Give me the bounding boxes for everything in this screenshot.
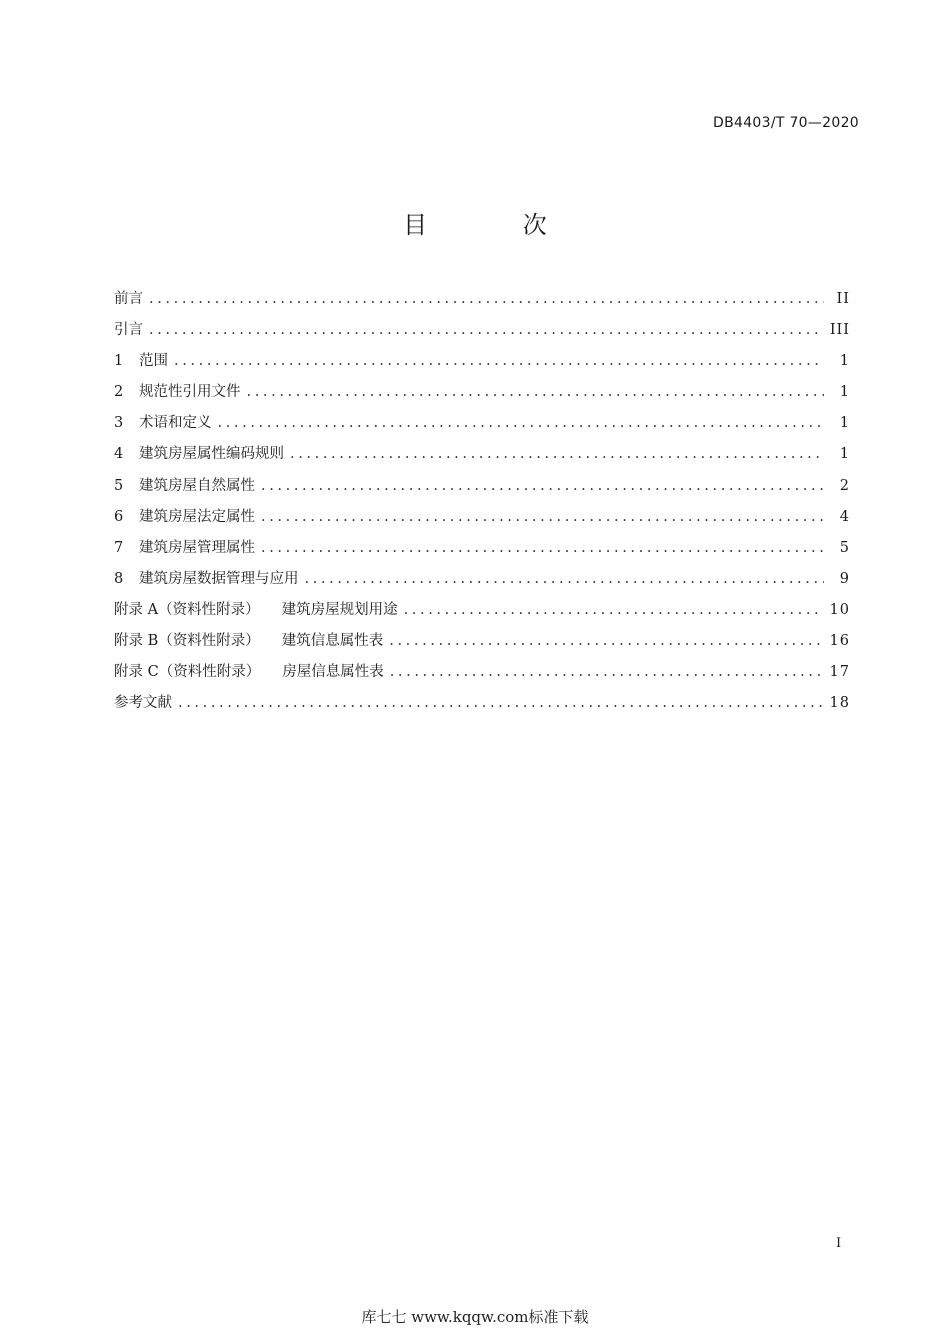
toc-entry-label: 建筑房屋数据管理与应用	[139, 570, 299, 587]
toc-dot-leader	[174, 353, 824, 369]
toc-entry-label: 范围	[139, 353, 168, 370]
toc-entry-number: 1	[114, 353, 124, 370]
toc-entry-page: 18	[829, 695, 850, 712]
toc-entry[interactable]	[114, 536, 850, 567]
toc-dot-leader	[247, 384, 825, 400]
toc-entry-page: 10	[829, 601, 850, 618]
toc-entry-page: 17	[829, 664, 850, 681]
toc-entry-label: 前言	[114, 291, 143, 307]
toc-entry-number: 6	[114, 508, 124, 525]
toc-dot-leader	[404, 602, 822, 618]
toc-entry-number: 7	[114, 539, 124, 556]
toc-entry-label: 附录 B（资料性附录）	[114, 633, 260, 650]
toc-entry-label: 参考文献	[114, 695, 172, 712]
toc-dot-leader	[389, 633, 821, 649]
toc-dot-leader	[218, 415, 825, 431]
toc-entry[interactable]	[114, 318, 850, 349]
toc-entry-number: 2	[114, 384, 124, 401]
toc-entry-label: 建筑房屋属性编码规则	[139, 446, 284, 463]
toc-entry-number: 4	[114, 446, 124, 463]
document-code: DB4403/T 70—2020	[713, 115, 859, 131]
toc-entry[interactable]	[114, 598, 850, 629]
toc-dot-leader	[261, 509, 824, 525]
toc-entry-sublabel: 房屋信息属性表	[282, 664, 384, 681]
toc-entry-number: 5	[114, 477, 124, 494]
toc-entry-page: 1	[839, 446, 850, 463]
toc-entry-page: 5	[839, 539, 850, 556]
toc-entry-page: 4	[839, 508, 850, 525]
toc-entry-sublabel: 建筑房屋规划用途	[281, 601, 398, 618]
toc-entry[interactable]	[114, 629, 850, 660]
toc-dot-leader	[261, 540, 824, 556]
toc-entry-number: 8	[114, 570, 124, 587]
toc-dot-leader	[290, 446, 824, 462]
toc-dot-leader	[178, 695, 822, 711]
toc-entry[interactable]	[114, 660, 850, 691]
toc-entry[interactable]	[114, 349, 850, 380]
toc-dot-leader	[305, 571, 825, 587]
toc-entry-page: 2	[839, 477, 850, 494]
toc-entry-label: 附录 A（资料性附录）	[114, 601, 260, 618]
watermark-text: 库七七 www.kqqw.com标准下载	[361, 1308, 589, 1326]
toc-entry[interactable]	[114, 567, 850, 598]
toc-dot-leader	[261, 478, 824, 494]
toc-dot-leader	[149, 291, 824, 307]
toc-entry-label: 建筑房屋法定属性	[139, 508, 255, 525]
toc-entry[interactable]	[114, 380, 850, 411]
toc-entry-page: 1	[839, 353, 850, 370]
toc-entry-page: 1	[839, 415, 850, 432]
table-of-contents	[114, 287, 850, 722]
toc-entry[interactable]	[114, 442, 850, 473]
page-number: I	[836, 1236, 842, 1251]
toc-entry[interactable]	[114, 287, 850, 318]
toc-entry[interactable]	[114, 411, 850, 442]
toc-entry-page: 9	[839, 570, 850, 587]
toc-entry-number: 3	[114, 415, 124, 432]
toc-entry-label: 建筑房屋管理属性	[139, 539, 255, 556]
toc-entry-label: 规范性引用文件	[139, 384, 241, 401]
toc-dot-leader	[390, 664, 822, 680]
toc-entry-page: 1	[839, 384, 850, 401]
toc-entry-label: 建筑房屋自然属性	[139, 477, 255, 494]
toc-entry-label: 附录 C（资料性附录）	[114, 664, 261, 681]
toc-entry-page: II	[836, 291, 850, 307]
toc-entry-page: III	[829, 322, 850, 339]
toc-title: 目 次	[403, 211, 591, 239]
toc-entry-sublabel: 建筑信息属性表	[281, 633, 384, 650]
toc-entry[interactable]	[114, 691, 850, 722]
toc-entry-label: 引言	[114, 322, 143, 339]
toc-entry-label: 术语和定义	[139, 415, 212, 432]
toc-dot-leader	[149, 322, 822, 338]
toc-entry-page: 16	[829, 633, 850, 650]
toc-entry[interactable]	[114, 474, 850, 505]
toc-entry[interactable]	[114, 505, 850, 536]
